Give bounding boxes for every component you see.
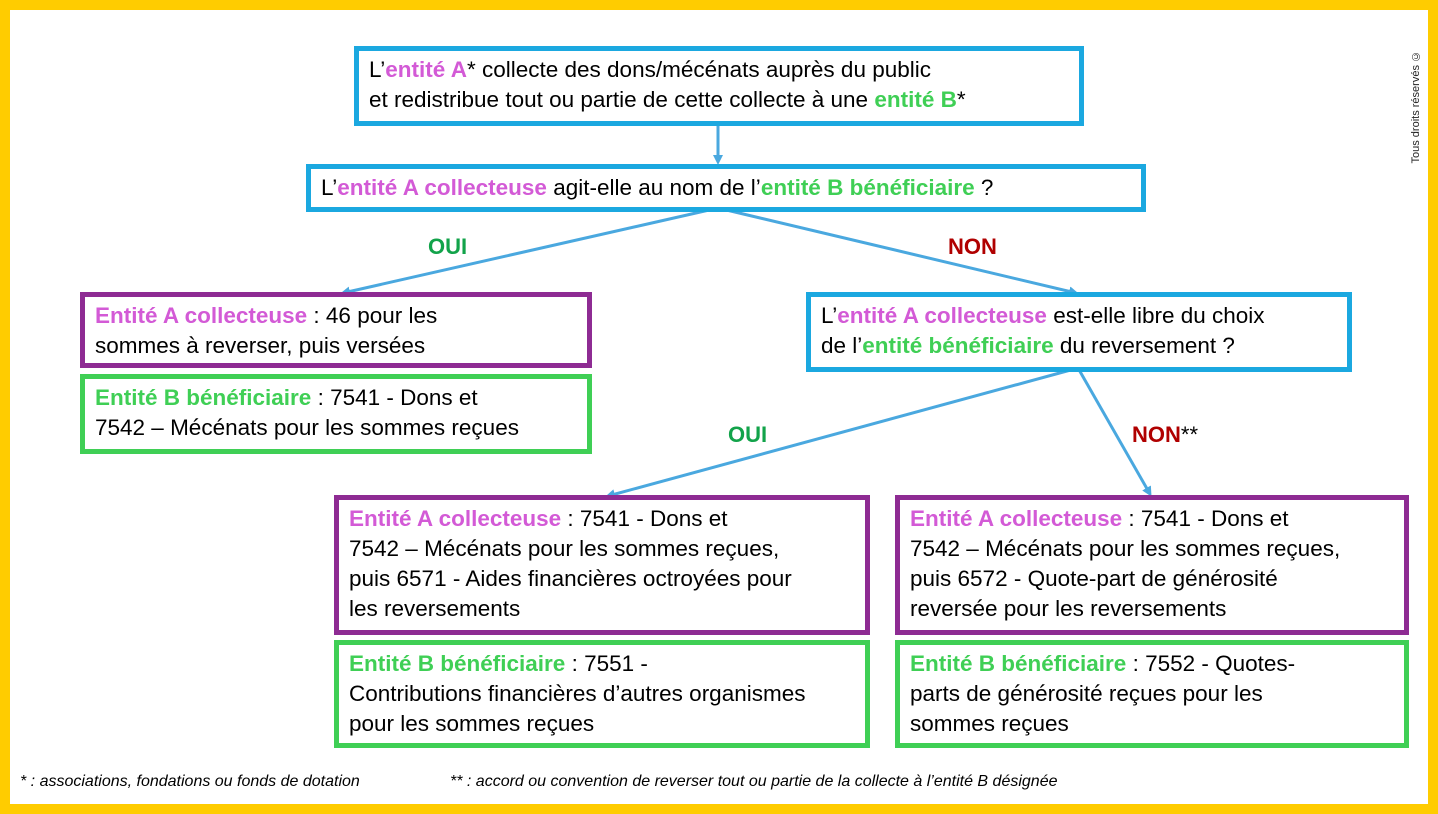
label-oui-1: OUI bbox=[428, 234, 468, 259]
arrow-box3-to-mid bbox=[608, 368, 1078, 496]
arrow-box2-to-left bbox=[343, 208, 718, 293]
intro-line-1: L’entité A* collecte des dons/mécénats auprès du public bbox=[369, 57, 931, 82]
footnote-star-2: ** : accord ou convention de reverser tout ou partie de la collecte à l’entité B désignée bbox=[450, 773, 1058, 790]
mid-entity-b-box: Entité B bénéficiaire : 7551 - Contributions financières d’autres organismes pour les sommes reçues bbox=[334, 640, 870, 748]
right-entity-a-box: Entité A collecteuse : 7541 - Dons et 7542 – Mécénats pour les sommes reçues, puis 6572 - Quote-part de générosité reversée pour les reversements bbox=[895, 495, 1409, 635]
question-2-box: L’entité A collecteuse est-elle libre du choix de l’entité bénéficiaire du reversement ? bbox=[806, 292, 1352, 372]
left-entity-a-box: Entité A collecteuse : 46 pour les sommes à reverser, puis versées bbox=[80, 292, 592, 368]
left-entity-b-box: Entité B bénéficiaire : 7541 - Dons et 7542 – Mécénats pour les sommes reçues bbox=[80, 374, 592, 454]
copyright-notice: Tous droits réservés © bbox=[1410, 50, 1422, 164]
label-non-1: NON bbox=[948, 234, 997, 259]
mid-entity-a-box: Entité A collecteuse : 7541 - Dons et 7542 – Mécénats pour les sommes reçues, puis 6571 - Aides financières octroyées pour les reversements bbox=[334, 495, 870, 635]
label-oui-2: OUI bbox=[728, 422, 768, 447]
right-entity-b-box: Entité B bénéficiaire : 7552 - Quotes- parts de générosité reçues pour les sommes reçues bbox=[895, 640, 1409, 748]
question-1-text: L’entité A collecteuse agit-elle au nom de l’entité B bénéficiaire ? bbox=[321, 175, 994, 200]
label-non-2: NON** bbox=[1132, 422, 1199, 447]
arrow-box2-to-box3 bbox=[718, 208, 1076, 293]
entity-a-label: entité A bbox=[385, 57, 467, 82]
footnote-star-1: * : associations, fondations ou fonds de dotation bbox=[20, 773, 360, 790]
intro-line-2: et redistribue tout ou partie de cette collecte à une entité B* bbox=[369, 87, 966, 112]
question-1-box bbox=[306, 164, 1146, 212]
entity-b-label: entité B bbox=[874, 87, 957, 112]
intro-box bbox=[354, 46, 1084, 126]
